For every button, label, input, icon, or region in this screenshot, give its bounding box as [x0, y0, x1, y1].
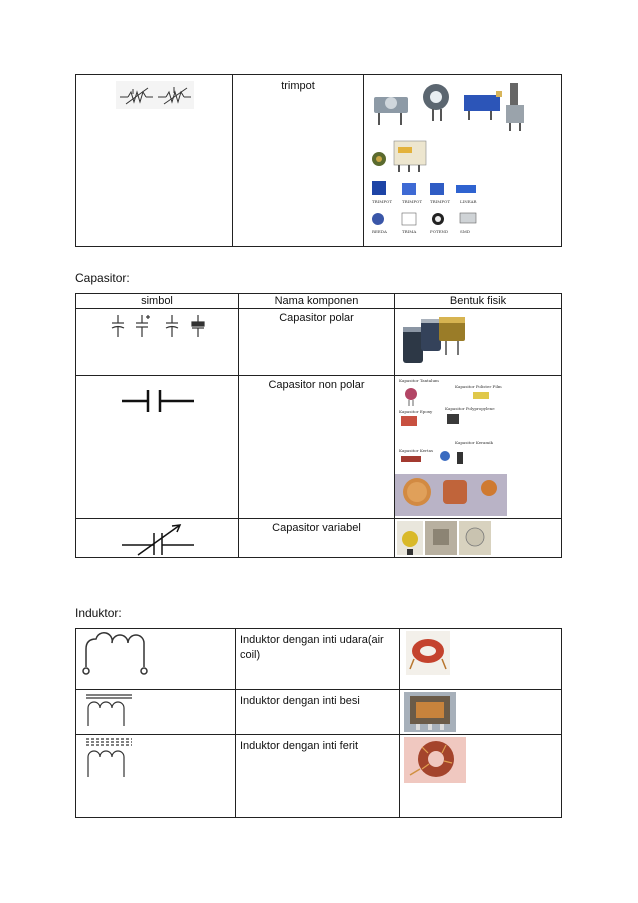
- svg-text:REEDA: REEDA: [372, 229, 387, 234]
- air-coil-inductor-photo-image: [400, 629, 562, 689]
- capasitor-non-polar-photo-cell: [395, 376, 562, 519]
- capasitor-non-polar-photos-image: [395, 376, 562, 518]
- capasitor-variabel-symbol-cell: [76, 519, 239, 558]
- trimpot-photos-image: [364, 75, 562, 246]
- label-epoxy: Kapasitor Epoxy: [399, 409, 433, 414]
- capasitor-polar-name-cell: [239, 309, 395, 376]
- induktor-udara-photo-cell: [400, 629, 562, 690]
- capasitor-polar-photo-image: [395, 309, 562, 369]
- svg-text:TRIMPOT: TRIMPOT: [430, 199, 450, 204]
- induktor-ferit-symbol-cell: [76, 735, 236, 818]
- induktor-besi-symbol-cell: [76, 690, 236, 735]
- induktor-udara-symbol-cell: [76, 629, 236, 690]
- induktor-table: [75, 628, 562, 818]
- capasitor-non-polar-name: Capasitor non polar: [268, 379, 365, 391]
- capasitor-polar-photo-cell: [395, 309, 562, 376]
- label-polypropylene: Kapasitor Polypropylene: [445, 406, 495, 411]
- svg-text:TRIMPOT: TRIMPOT: [402, 199, 422, 204]
- trimpot-symbol-icon: [76, 75, 233, 115]
- induktor-ferit-name-cell: [236, 735, 400, 818]
- svg-text:LINEAR: LINEAR: [460, 199, 477, 204]
- trimpot-symbol-cell: [76, 75, 233, 247]
- induktor-udara-name-cell: [236, 629, 400, 690]
- label-keramik: Kapasitor Keramik: [455, 440, 493, 445]
- svg-text:TRIMA: TRIMA: [402, 229, 417, 234]
- capasitor-polar-symbol-icon: [76, 309, 239, 349]
- capasitor-variabel-photo-cell: [395, 519, 562, 558]
- capasitor-variabel-name-cell: [239, 519, 395, 558]
- svg-text:TRIMPOT: TRIMPOT: [372, 199, 392, 204]
- header-simbol: simbol: [76, 294, 239, 309]
- ferrite-core-inductor-symbol-icon: [76, 735, 236, 785]
- header-nama-komponen: Nama komponen: [239, 294, 395, 309]
- capasitor-non-polar-name-cell: [239, 376, 395, 519]
- induktor-besi-name-cell: [236, 690, 400, 735]
- induktor-besi-photo-cell: [400, 690, 562, 735]
- label-kertas: Kapasitor Kertas: [399, 448, 434, 453]
- induktor-heading: Induktor:: [75, 606, 122, 620]
- capasitor-variabel-name: Capasitor variabel: [272, 522, 361, 534]
- capasitor-variabel-symbol-icon: [76, 519, 239, 557]
- induktor-udara-name: Induktor dengan inti udara(air coil): [240, 634, 384, 661]
- capasitor-heading: Capasitor:: [75, 271, 130, 285]
- trimpot-photo-cell: [364, 75, 562, 247]
- induktor-ferit-photo-cell: [400, 735, 562, 818]
- capasitor-variabel-photos-image: [395, 519, 562, 557]
- svg-text:POTEND: POTEND: [430, 229, 449, 234]
- induktor-ferit-name: Induktor dengan inti ferit: [240, 740, 359, 752]
- capasitor-polar-name: Capasitor polar: [279, 312, 354, 324]
- capasitor-table: [75, 293, 562, 558]
- iron-core-inductor-symbol-icon: [76, 690, 236, 734]
- air-coil-inductor-symbol-icon: [76, 629, 236, 679]
- capasitor-non-polar-symbol-icon: [76, 376, 239, 426]
- trimpot-name: trimpot: [281, 80, 315, 92]
- capasitor-polar-symbol-cell: [76, 309, 239, 376]
- header-bentuk-fisik: Bentuk fisik: [395, 294, 562, 309]
- ferrite-core-inductor-photo-image: [400, 735, 562, 785]
- svg-text:SMD: SMD: [460, 229, 471, 234]
- induktor-besi-name: Induktor dengan inti besi: [240, 695, 360, 707]
- capasitor-non-polar-symbol-cell: [76, 376, 239, 519]
- trimpot-name-cell: [233, 75, 364, 247]
- iron-core-inductor-photo-image: [400, 690, 562, 734]
- label-tantalum: Kapasitor Tantalum: [399, 378, 439, 383]
- trimpot-table: [75, 74, 562, 247]
- label-polister-film: Kapasitor Polister Film: [455, 384, 502, 389]
